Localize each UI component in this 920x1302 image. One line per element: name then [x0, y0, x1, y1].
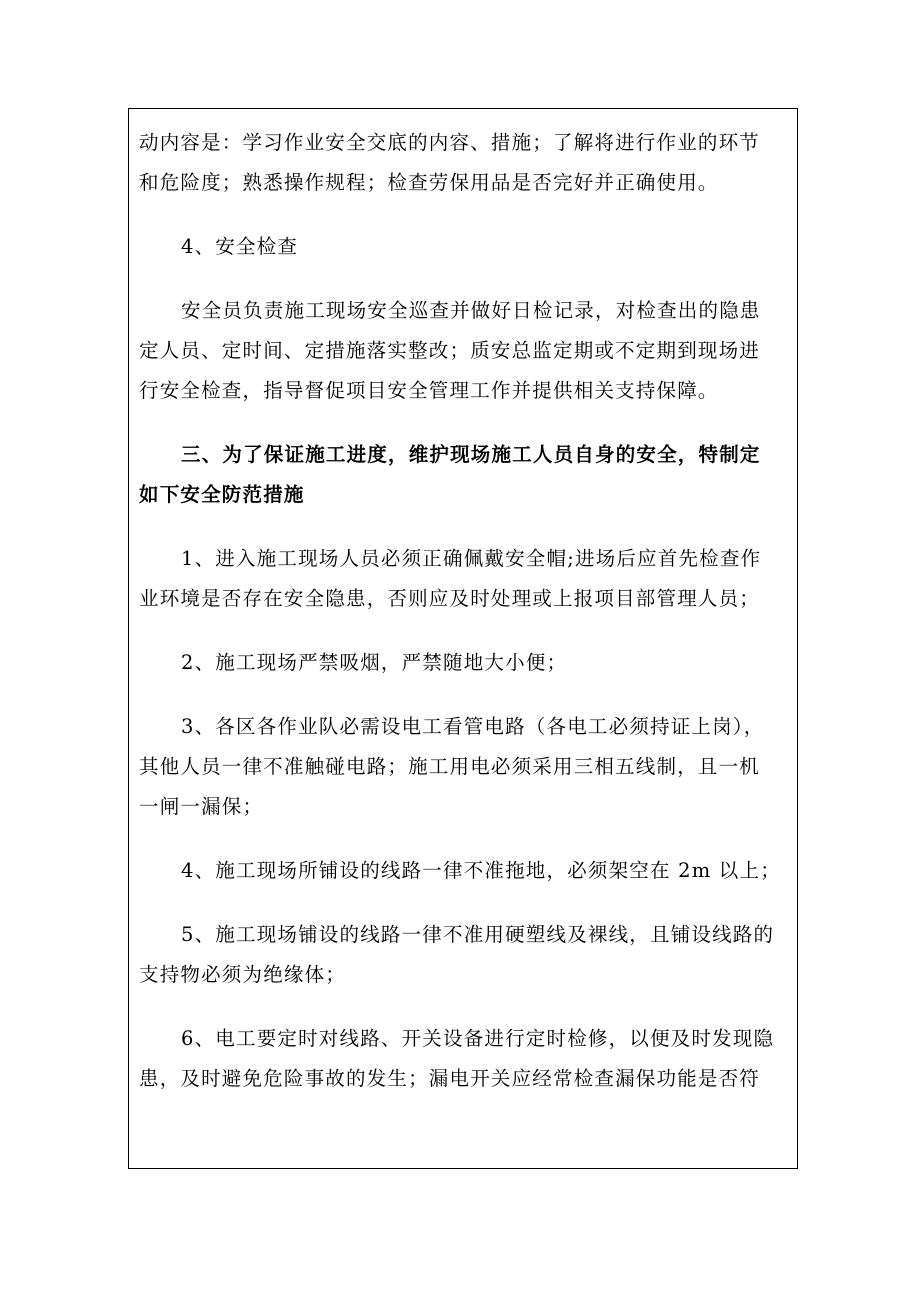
text-line: 定人员、定时间、定措施落实整改；质安总监定期或不定期到现场进	[139, 339, 761, 362]
text-line: 如下安全防范措施	[139, 483, 305, 506]
paragraph-item-1	[139, 539, 789, 619]
text-line: 患，及时避免危险事故的发生；漏电开关应经常检查漏保功能是否符	[139, 1067, 761, 1090]
text-line: 行安全检查，指导督促项目安全管理工作并提供相关支持保障。	[139, 379, 719, 402]
text-line: 安全员负责施工现场安全巡查并做好日检记录，对检查出的隐患	[181, 299, 761, 322]
text-line: 5、施工现场铺设的线路一律不准用硬塑线及裸线，且铺设线路的	[181, 923, 775, 946]
text-line: 1、进入施工现场人员必须正确佩戴安全帽;进场后应首先检查作	[181, 547, 762, 570]
document-frame	[128, 108, 798, 1169]
text-line: 4、安全检查	[181, 235, 299, 258]
text-line: 3、各区各作业队必需设电工看管电路（各电工必须持证上岗），	[181, 715, 765, 738]
text-line: 三、为了保证施工进度，维护现场施工人员自身的安全，特制定	[181, 443, 761, 466]
paragraph-activity-content	[139, 123, 789, 203]
text-line: 一闸一漏保；	[139, 795, 264, 818]
text-line: 动内容是：学习作业安全交底的内容、措施；了解将进行作业的环节	[139, 131, 761, 154]
text-line: 6、电工要定时对线路、开关设备进行定时检修，以便及时发现隐	[181, 1027, 775, 1050]
paragraph-safety-officer	[139, 291, 789, 411]
paragraph-item-4	[139, 851, 789, 891]
text-line: 4、施工现场所铺设的线路一律不准拖地，必须架空在 2m 以上；	[181, 859, 781, 882]
paragraph-item-5	[139, 915, 789, 995]
paragraph-item-3	[139, 707, 789, 827]
paragraph-heading-safety-inspection	[139, 227, 789, 267]
text-line: 其他人员一律不准触碰电路；施工用电必须采用三相五线制，且一机	[139, 755, 761, 778]
section-heading-safety-measures	[139, 435, 789, 515]
text-line: 2、施工现场严禁吸烟，严禁随地大小便；	[181, 651, 568, 674]
text-line: 业环境是否存在安全隐患，否则应及时处理或上报项目部管理人员；	[139, 587, 761, 610]
text-line: 和危险度；熟悉操作规程；检查劳保用品是否完好并正确使用。	[139, 171, 719, 194]
document-body	[139, 123, 789, 1099]
paragraph-item-6	[139, 1019, 789, 1099]
text-line: 支持物必须为绝缘体；	[139, 963, 347, 986]
paragraph-item-2	[139, 643, 789, 683]
